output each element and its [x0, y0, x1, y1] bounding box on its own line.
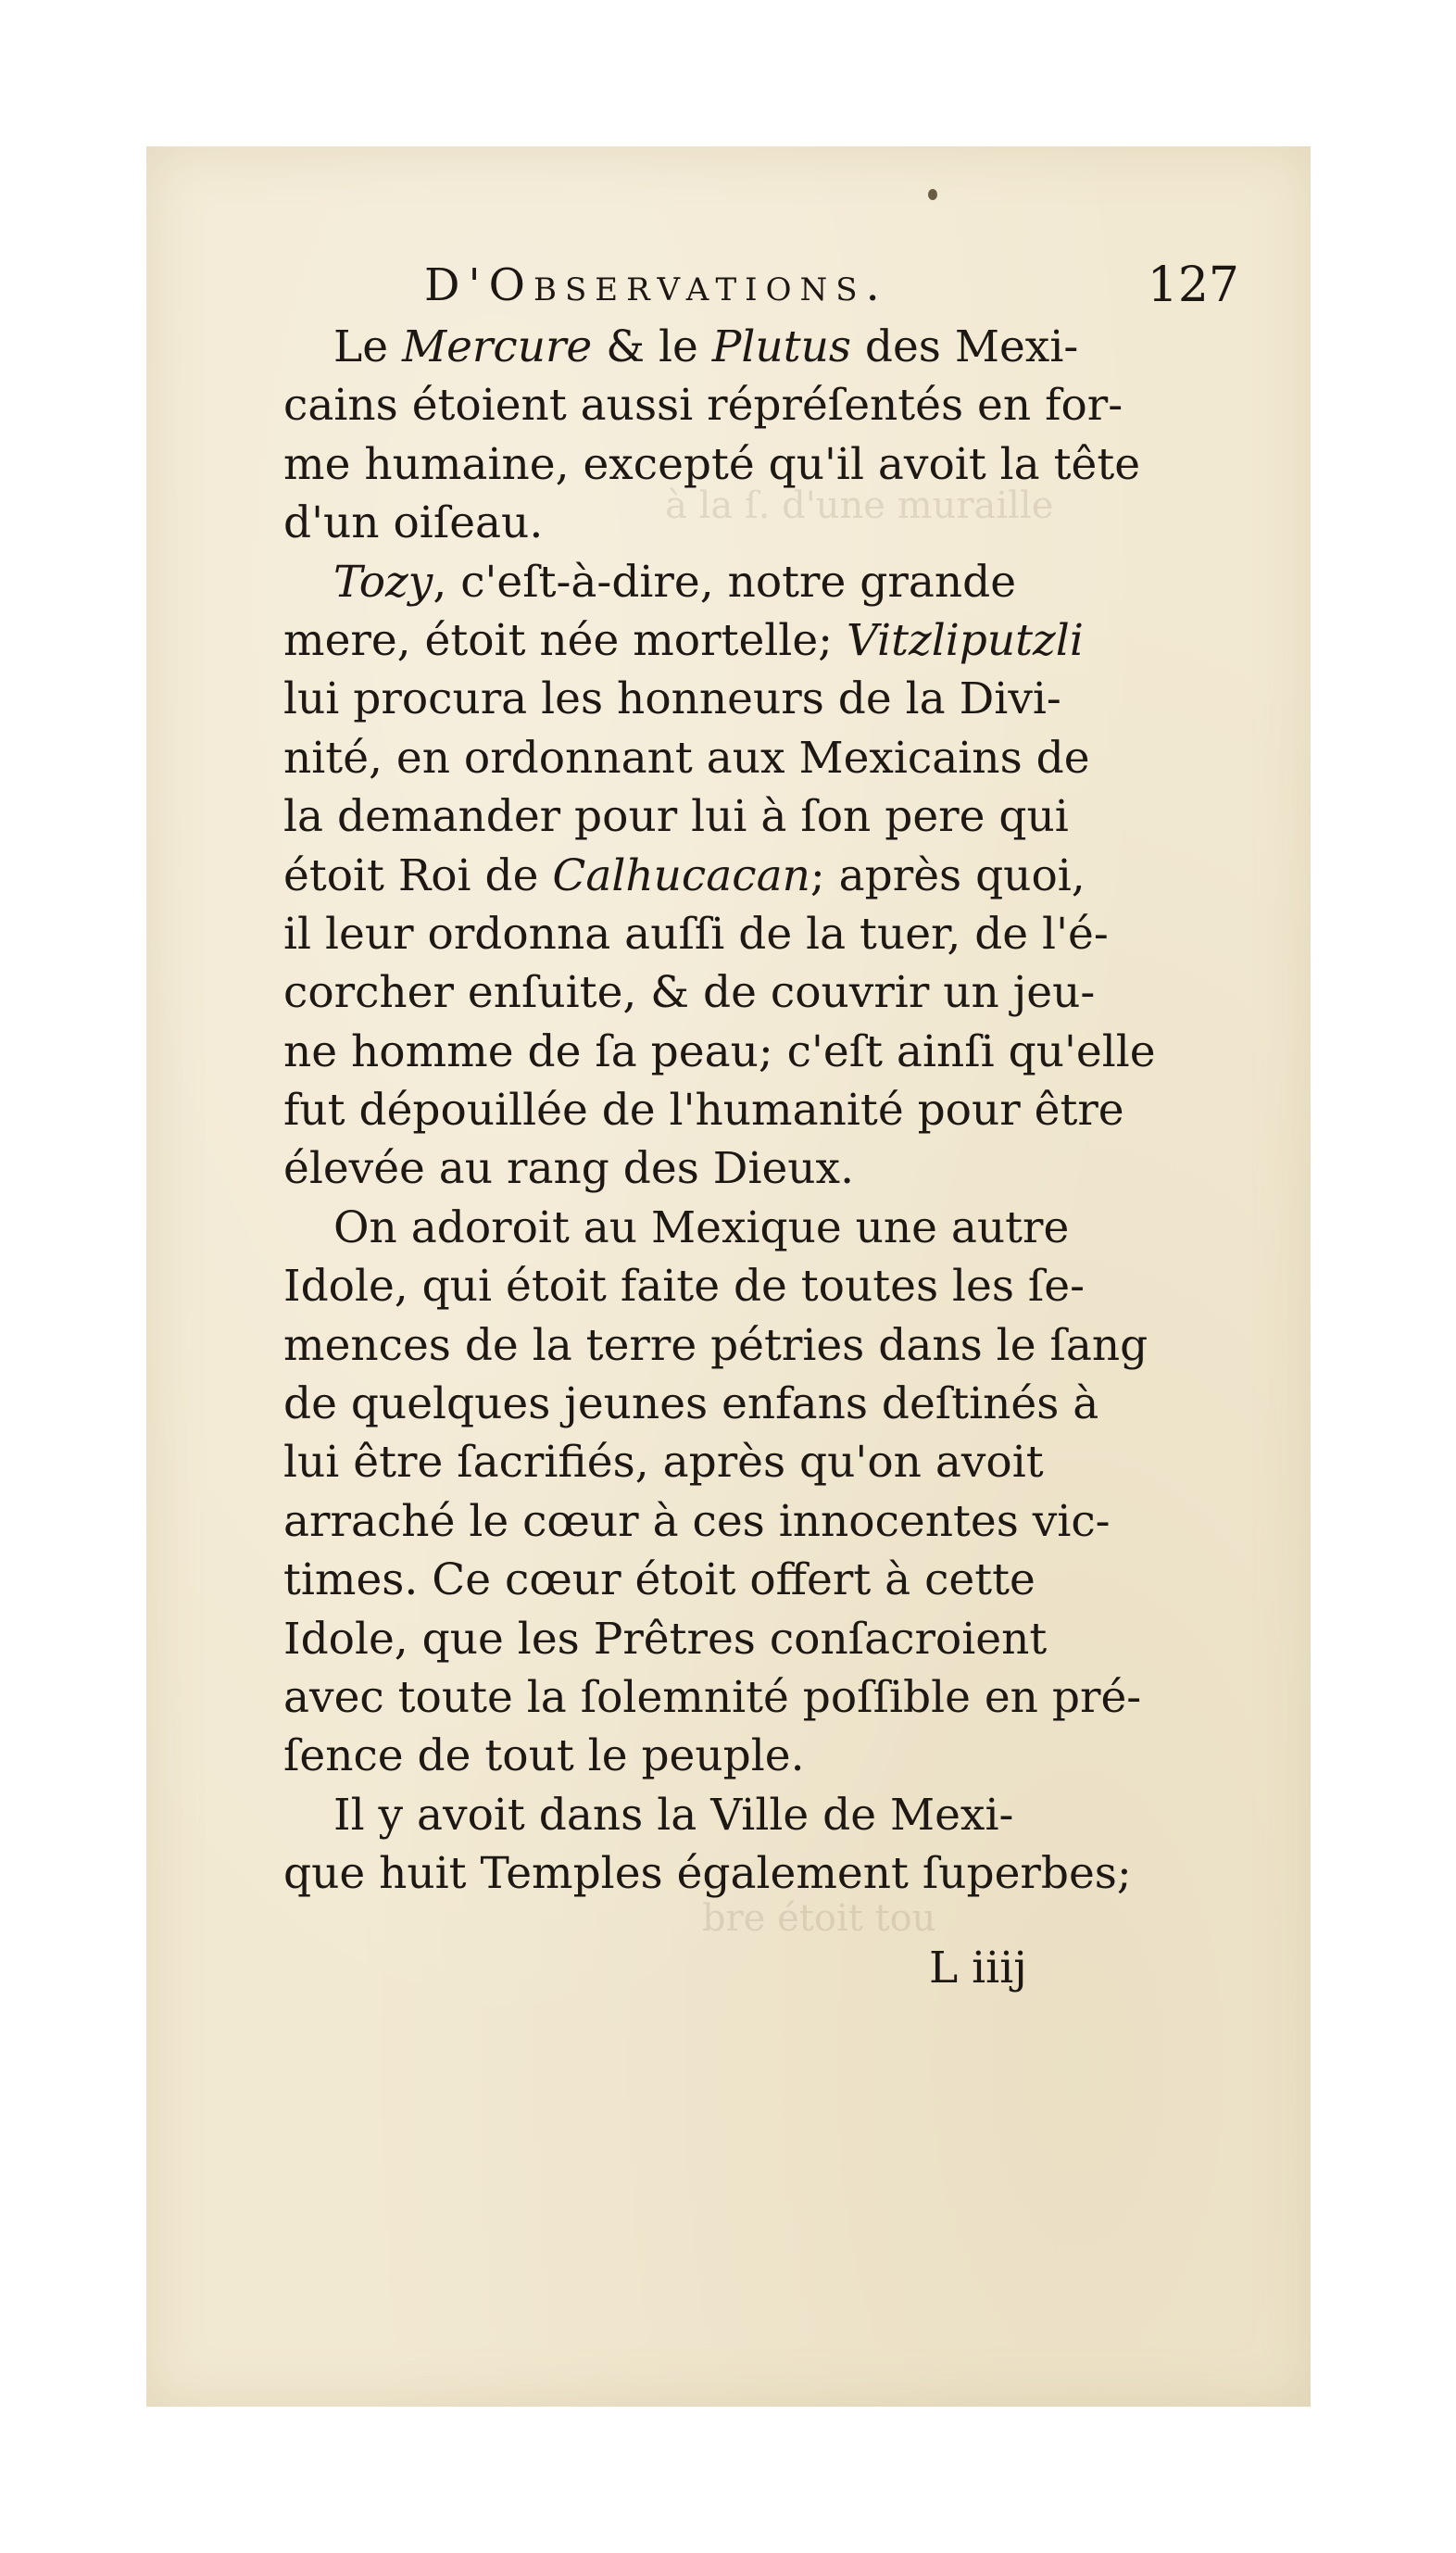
text-run: lui procura les honneurs de la Divi- [283, 673, 1061, 725]
show-through-text: bre étoit tou [702, 1897, 936, 1940]
text-run: corcher enſuite, & de couvrir un jeu- [283, 967, 1096, 1019]
text-run: que huit Temples également ſuperbes; [283, 1848, 1132, 1900]
text-line [283, 1081, 1237, 1139]
paragraph-first-line [283, 1786, 1237, 1844]
text-line [283, 963, 1237, 1022]
text-run: mere, étoit née mortelle; [283, 614, 847, 666]
text-line [283, 787, 1237, 846]
text-line [283, 435, 1237, 494]
text-run: élevée au rang des Dieux. [283, 1143, 855, 1195]
text-line [283, 1727, 1237, 1785]
text-line [283, 611, 1237, 670]
text-run: Il y avoit dans la Ville de Mexi- [333, 1789, 1014, 1841]
text-run: il leur ordonna auſſi de la tuer, de l'é- [283, 908, 1109, 960]
italic-name: Tozy [333, 556, 433, 608]
italic-name: Calhucacan [552, 849, 810, 901]
text-run: fut dépouillée de l'humanité pour être [283, 1085, 1124, 1137]
text-run: ſence de tout le peuple. [283, 1730, 805, 1782]
text-run: Idole, qui étoit faite de toutes les ſe- [283, 1261, 1086, 1313]
text-line [283, 376, 1237, 434]
text-line [283, 1023, 1237, 1081]
signature-mark: L iiij [929, 1943, 1027, 1993]
text-run: cains étoient aussi répréſentés en for- [283, 380, 1123, 432]
text-run: d'un oiſeau. [283, 497, 544, 549]
page-scan [146, 146, 1311, 2407]
text-line [283, 1610, 1237, 1668]
italic-name: Plutus [711, 321, 851, 372]
text-line [283, 729, 1237, 787]
text-run: nité, en ordonnant aux Mexicains de [283, 732, 1090, 784]
text-run: lui être ſacrifiés, après qu'on avoit [283, 1437, 1044, 1489]
text-run: de quelques jeunes enfans deſtinés à [283, 1378, 1099, 1430]
page-header [424, 253, 1239, 318]
text-line [283, 1668, 1237, 1727]
italic-name: Vitzliputzli [846, 614, 1084, 666]
ink-spot [928, 189, 937, 200]
text-line [283, 1844, 1237, 1903]
paragraph-first-line [283, 1199, 1237, 1257]
text-line [283, 1551, 1237, 1609]
text-run: On adoroit au Mexique une autre [333, 1201, 1070, 1253]
paragraph-first-line [283, 553, 1237, 611]
paragraph-first-line [283, 318, 1237, 376]
text-line [283, 1433, 1237, 1491]
text-line [283, 905, 1237, 963]
text-run: , c'eſt-à-dire, notre grande [433, 556, 1017, 608]
text-line [283, 1375, 1237, 1433]
text-run: mences de la terre pétries dans le ſang [283, 1319, 1148, 1371]
text-run: & le [592, 321, 712, 372]
text-line [283, 1316, 1237, 1375]
running-head: D'Observations. [424, 259, 888, 311]
text-run: la demander pour lui à ſon pere qui [283, 791, 1069, 843]
text-run: Idole, que les Prêtres conſacroient [283, 1613, 1048, 1665]
show-through-text: à la ſ. d'une muraille [665, 484, 1054, 527]
text-line [283, 494, 1237, 552]
text-run: arraché le cœur à ces innocentes vic- [283, 1495, 1111, 1547]
italic-name: Mercure [401, 321, 593, 372]
text-line [283, 1139, 1237, 1198]
page-number: 127 [1147, 258, 1239, 313]
text-line [283, 670, 1237, 728]
text-run: times. Ce cœur étoit offert à cette [283, 1554, 1036, 1606]
text-run: Le [333, 321, 402, 372]
body-text [283, 318, 1237, 1904]
text-line [283, 847, 1237, 905]
text-run: des Mexi- [850, 321, 1079, 372]
text-run: avec toute la ſolemnité poſſible en pré- [283, 1671, 1142, 1723]
text-line [283, 1257, 1237, 1315]
text-run: étoit Roi de [283, 849, 553, 901]
text-run: ne homme de ſa peau; c'eſt ainſi qu'elle [283, 1025, 1156, 1077]
text-run: me humaine, excepté qu'il avoit la tête [283, 438, 1141, 490]
text-line [283, 1492, 1237, 1551]
text-run: ; après quoi, [810, 849, 1086, 901]
